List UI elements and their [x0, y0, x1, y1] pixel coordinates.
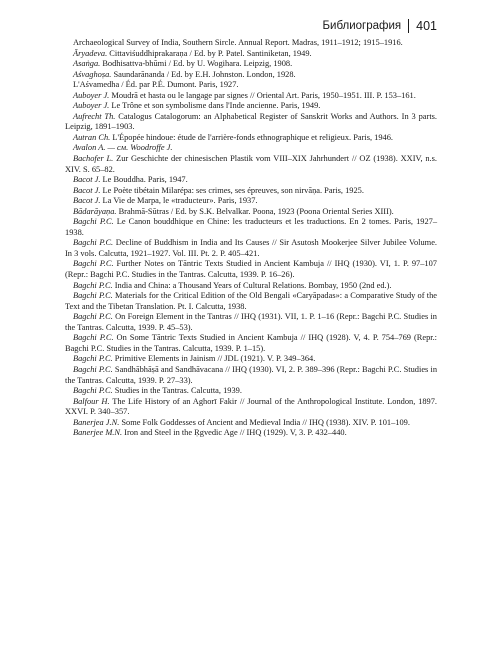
entry-text: Materials for the Critical Edition of the Old Bengali «Caryāpadas»: a Comparative Study of the Text and the Tibetan Translation. Pt. I. Calcutta, 1938.	[65, 291, 437, 311]
entry-author: Bagchi P.C.	[73, 217, 114, 227]
bibliography-entry	[65, 91, 437, 102]
bibliography-entry	[65, 59, 437, 70]
entry-author: Bādarāyaṇa.	[73, 206, 117, 216]
entry-text: Further Notes on Tāntric Texts Studied in Ancient Kambuja // IHQ (1930). VI, 1. P. 97–107 (Repr.: Bagchi P.C. Studies in the Tantras. Calcutta, 1939. P. 16–26).	[65, 259, 437, 280]
running-head	[65, 16, 437, 36]
entry-text: Brahmā-Sūtras / Ed. by S.K. Belvalkar. Poona, 1923 (Poona Oriental Series XIII).	[116, 206, 394, 216]
entry-author: Bagchi P.C.	[73, 238, 114, 248]
entry-text: Saundarānanda / Ed. by E.H. Johnston. London, 1928.	[111, 69, 296, 79]
entry-text: Iron and Steel in the Ṛgvedic Age // IHQ (1929). V, 3. P. 432–440.	[122, 428, 347, 438]
bibliography-entry	[65, 428, 437, 439]
entry-text: Primitive Elements in Jainism // JDL (1921). V. P. 349–364.	[112, 354, 316, 364]
bibliography-entry	[65, 38, 437, 49]
entry-text: Bodhisattva-bhūmi / Ed. by U. Wogihara. Leipzig, 1908.	[100, 59, 293, 69]
entry-author: Bagchi P.C.	[73, 333, 114, 343]
bibliography-entry	[65, 386, 437, 397]
entry-author: Aufrecht Th.	[73, 111, 116, 121]
bibliography-entry	[65, 207, 437, 218]
entry-author: Banerjee M.N.	[73, 428, 123, 438]
entry-text: Catalogus Catalogorum: an Alphabetical Register of Sanskrit Works and Authors. In 3 parts. Leipzig, 1891–1903.	[65, 111, 437, 132]
entry-text: Sandhābhāṣā and Sandhāvacana // IHQ (1930). VI, 2. P. 389–396 (Repr.: Bagchi P.C. Studies in the Tantras. Calcutta, 1939. P. 27–33).	[65, 364, 438, 385]
entry-text: On Foreign Element in the Tantras // IHQ (1931). VII, 1. P. 1–16 (Repr.: Bagchi P.C. Studies in the Tantras. Calcutta, 1939. P. 45–53).	[65, 312, 437, 332]
entry-author: Avalon A. — см. Woodroffe J.	[73, 143, 173, 153]
entry-author: Auboyer J.	[73, 90, 110, 100]
entry-text: Le Poète tibétain Milarépa: ses crimes, ses épreuves, son nirvāṇa. Paris, 1925.	[100, 185, 364, 195]
entry-author: Bacot J.	[73, 185, 101, 195]
entry-author: Auboyer J.	[73, 101, 110, 111]
bibliography-entry	[65, 259, 437, 280]
running-head-title: Библиография	[322, 20, 402, 32]
entry-author: Bacot J.	[73, 175, 101, 185]
bibliography-entry	[65, 354, 437, 365]
entry-author: Autran Ch.	[73, 132, 111, 142]
entry-author: Bagchi P.C.	[73, 280, 113, 290]
entry-author: Bagchi P.C.	[73, 354, 113, 364]
bibliography-entry	[65, 397, 437, 418]
entry-author: Bagchi P.C.	[73, 364, 113, 374]
entry-text: Some Folk Goddesses of Ancient and Medieval India // IHQ (1938). XIV. P. 101–109.	[119, 417, 410, 427]
bibliography-entry	[65, 186, 437, 197]
bibliography-entry	[65, 143, 437, 154]
entry-author: Bacot J.	[73, 196, 101, 206]
entry-text: Cittaviśuddhiprakaraṇa / Ed. by P. Patel. Santiniketan, 1949.	[107, 48, 312, 58]
bibliography-entry	[65, 291, 437, 312]
bibliography-list	[65, 38, 437, 439]
entry-text: L'Aśvamedha / Éd. par P.É. Dumont. Paris, 1927.	[73, 80, 239, 90]
entry-author: Āryadeva.	[73, 48, 108, 58]
entry-text: Le Canon bouddhique en Chine: les traducteurs et les traductions. En 2 tomes. Paris, 1927–1938.	[65, 217, 438, 237]
entry-text: La Vie de Marpa, le «traducteur». Paris, 1937.	[100, 196, 258, 206]
entry-text: The Life History of an Aghorī Fakir // Journal of the Anthropological Institute. London, 1897. XXVI. P. 340–357.	[65, 396, 437, 417]
entry-text: Le Bouddha. Paris, 1947.	[100, 175, 188, 185]
entry-author: Asaṅga.	[73, 59, 101, 69]
bibliography-entry	[65, 80, 437, 91]
entry-text: Decline of Buddhism in India and Its Causes // Sir Asutosh Mookerjee Silver Jubilee Volume. In 3 vols. Calcutta, 1921–1927. Vol. III. Pt. 2. P. 405–421.	[65, 238, 438, 258]
bibliography-entry	[65, 418, 437, 429]
bibliography-entry	[65, 281, 437, 292]
bibliography-entry	[65, 70, 437, 81]
entry-text: India and China: a Thousand Years of Cultural Relations. Bombay, 1950 (2nd ed.).	[112, 280, 392, 290]
bibliography-entry	[65, 333, 437, 354]
entry-author: Bagchi P.C.	[73, 259, 114, 269]
bibliography-entry	[65, 365, 437, 386]
bibliography-entry	[65, 175, 437, 186]
entry-author: Balfour H.	[73, 396, 110, 406]
entry-author: Bachofer L.	[73, 154, 114, 164]
bibliography-entry	[65, 133, 437, 144]
entry-text: Le Trône et son symbolisme dans l'Inde ancienne. Paris, 1949.	[109, 101, 321, 111]
page-number: 401	[416, 19, 437, 33]
bibliography-entry	[65, 238, 437, 259]
entry-author: Banerjea J.N.	[73, 417, 120, 427]
bibliography-entry	[65, 196, 437, 207]
bibliography-entry	[65, 112, 437, 133]
entry-author: Bagchi P.C.	[73, 291, 113, 301]
entry-author: Bagchi P.C.	[73, 386, 113, 396]
entry-text: Archaeological Survey of India, Southern Sircle. Annual Report. Madras, 1911–1912; 1915–1916.	[73, 38, 403, 47]
bibliography-entry	[65, 217, 437, 238]
entry-text: Studies in the Tantras. Calcutta, 1939.	[112, 386, 242, 396]
entry-text: On Some Tāntric Texts Studied in Ancient Kambuja // IHQ (1928). V, 4. P. 754–769 (Repr.: Bagchi P.C. Studies in the Tantras. Calcutta, 1939. P. 1–15).	[65, 333, 438, 353]
running-head-separator	[408, 19, 409, 33]
bibliography-entry	[65, 312, 437, 333]
bibliography-entry	[65, 101, 437, 112]
entry-author: Aśvaghoṣa.	[73, 69, 112, 79]
entry-text: L'Épopée hindoue: étude de l'arrière-fonds ethnographique et religieux. Paris, 1946.	[110, 132, 394, 142]
entry-text: Moudrā et hasta ou le langage par signes // Oriental Art. Paris, 1950–1951. III. P. 153–161.	[109, 90, 416, 100]
bibliography-entry	[65, 154, 437, 175]
entry-author: Bagchi P.C.	[73, 312, 113, 322]
entry-text: Zur Geschichte der chinesischen Plastik vom VIII–XIX Jahrhundert // OZ (1938). XXIV, n.s. XIV. S. 65–82.	[65, 154, 437, 174]
bibliography-entry	[65, 49, 437, 60]
